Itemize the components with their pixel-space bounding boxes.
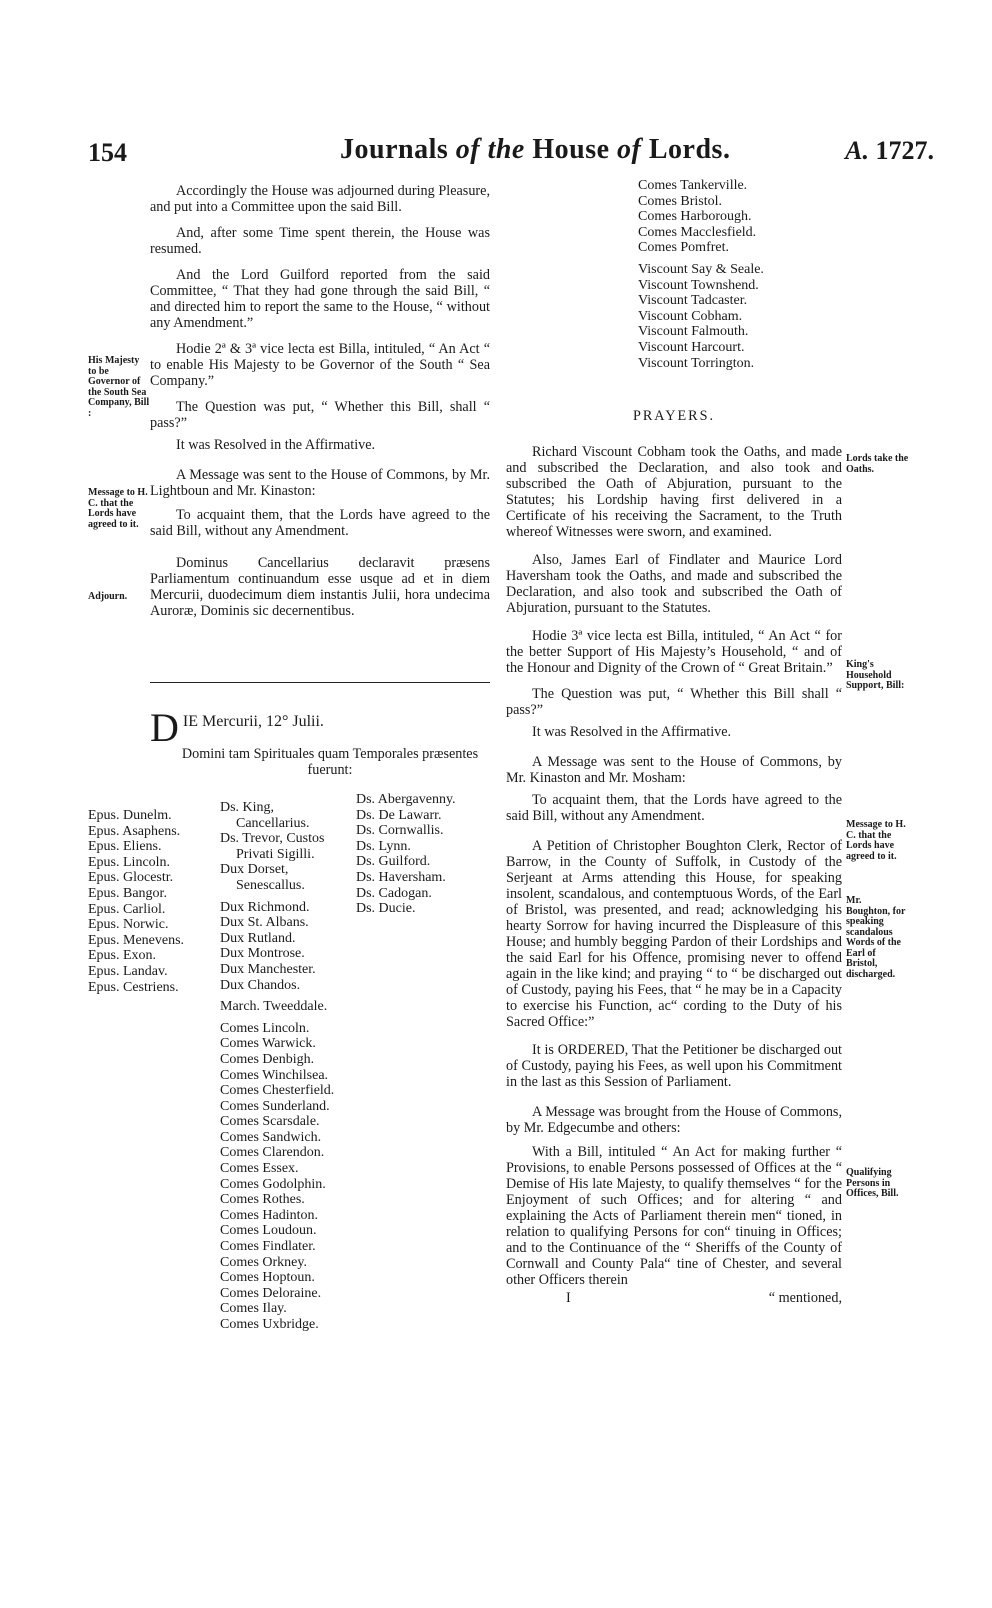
list-item: Ds. Trevor, Custos xyxy=(220,831,325,847)
margin-note: King's Household Support, Bill: xyxy=(846,659,905,691)
day-heading-block xyxy=(150,705,490,778)
list-item: Viscount Harcourt. xyxy=(638,339,745,355)
list-item: Comes Godolphin. xyxy=(220,1176,326,1192)
list-item: Cancellarius. xyxy=(236,815,310,831)
barons-list xyxy=(356,792,456,917)
day-heading: DIE Mercurii, 12° Julii. xyxy=(150,705,324,750)
paragraph: It was Resolved in the Affirmative. xyxy=(176,437,376,453)
list-item: Epus. Dunelm. xyxy=(88,808,172,823)
list-item: Comes Denbigh. xyxy=(220,1051,315,1067)
list-item: Comes Harborough. xyxy=(638,209,752,225)
list-item: Ds. Guilford. xyxy=(356,854,431,870)
paragraph: Accordingly the House was adjourned during Pleasure, and put into a Committee upon the said Bill. xyxy=(150,183,490,215)
list-item: Comes Sandwich. xyxy=(220,1129,322,1145)
list-item: Epus. Eliens. xyxy=(88,839,162,855)
list-item: Comes Scarsdale. xyxy=(220,1114,320,1130)
list-item: Comes Bristol. xyxy=(638,193,723,209)
divider xyxy=(150,682,490,683)
paragraph: Also, James Earl of Findlater and Maurice Lord Haversham took the Oaths, and made and subscribed the Declaration, and also took and subscribed the Oath of Abjuration, pursuant to the Statutes. xyxy=(506,552,842,616)
list-item: Epus. Norwic. xyxy=(88,917,169,933)
list-item: Comes Macclesfield. xyxy=(638,224,757,240)
list-item: Comes Pomfret. xyxy=(638,240,729,256)
paragraph: A Message was brought from the House of Commons, by Mr. Edgecumbe and others: xyxy=(506,1104,842,1136)
list-item: Ds. Ducie. xyxy=(356,901,416,917)
list-item: Privati Sigilli. xyxy=(236,846,315,862)
list-item: Viscount Townshend. xyxy=(638,277,759,293)
bishops-list xyxy=(88,808,184,995)
continued-lords-list xyxy=(638,178,764,371)
list-item: Comes Clarendon. xyxy=(220,1145,325,1161)
list-item: March. Tweeddale. xyxy=(220,999,328,1015)
paragraph: Dominus Cancellarius declaravit præsens Parliamentum continuandum esse usque ad et in diem Mercurii, duodecimum diem instantis Julii, hora undecima Auroræ, Dominis sic decernentibus. xyxy=(150,555,490,619)
list-item: Epus. Asaphens. xyxy=(88,823,181,839)
list-item: Ds. King, xyxy=(220,800,275,815)
paragraph: The Question was put, “ Whether this Bill shall “ pass?” xyxy=(506,686,842,718)
list-item: Viscount Cobham. xyxy=(638,308,743,324)
list-item: Comes Tankerville. xyxy=(638,178,748,193)
running-title: Journals of the House of Lords. xyxy=(340,134,731,165)
paragraph: And the Lord Guilford reported from the said Committee, “ That they had gone through the said Bill, “ and directed him to report the same to the House, “ without any Amendment.” xyxy=(150,267,490,331)
list-item: Dux Dorset, xyxy=(220,862,289,878)
list-item: Comes Sunderland. xyxy=(220,1098,330,1114)
paragraph: Hodie 2ª & 3ª vice lecta est Billa, intituled, “ An Act “ to enable His Majesty to be Governor of the South “ Sea Company.” xyxy=(150,341,490,389)
margin-note: Message to H. C. that the Lords have agreed to it. xyxy=(88,487,148,530)
list-item: Ds. Cornwallis. xyxy=(356,823,444,839)
list-item: Comes Winchilsea. xyxy=(220,1067,329,1083)
list-item: Ds. Cadogan. xyxy=(356,885,432,901)
list-item: Dux Richmond. xyxy=(220,899,310,915)
catchword: “ mentioned, xyxy=(768,1290,842,1306)
list-item: Comes Chesterfield. xyxy=(220,1083,335,1099)
paragraph: And, after some Time spent therein, the House was resumed. xyxy=(150,225,490,257)
list-item: Viscount Falmouth. xyxy=(638,324,749,340)
list-item: Dux Rutland. xyxy=(220,930,296,946)
margin-note: Adjourn. xyxy=(88,591,128,602)
list-item: Comes Ilay. xyxy=(220,1301,287,1317)
list-item: Epus. Exon. xyxy=(88,948,157,964)
left-column xyxy=(150,183,490,619)
list-item: Epus. Glocestr. xyxy=(88,870,174,886)
list-item: Comes Warwick. xyxy=(220,1036,316,1052)
list-item: Epus. Cestriens. xyxy=(88,979,179,995)
paragraph: It was Resolved in the Affirmative. xyxy=(532,724,732,740)
list-item: Senescallus. xyxy=(236,877,305,893)
list-item: Viscount Torrington. xyxy=(638,355,755,371)
list-item: Epus. Menevens. xyxy=(88,932,185,948)
paragraph: The Question was put, “ Whether this Bill, shall “ pass?” xyxy=(150,399,490,431)
list-item: Comes Essex. xyxy=(220,1161,299,1177)
list-item: Comes Orkney. xyxy=(220,1254,307,1270)
list-item: Comes Rothes. xyxy=(220,1192,305,1208)
section-heading: PRAYERS. xyxy=(632,408,716,424)
temporal-lords-list xyxy=(220,800,334,1333)
paragraph: It is ORDERED, That the Petitioner be discharged out of Custody, paying his Fees, as well upon his Commitment in the last as this Session of Parliament. xyxy=(506,1042,842,1090)
list-item: Comes Lincoln. xyxy=(220,1020,310,1036)
list-item: Dux Manchester. xyxy=(220,961,316,977)
list-item: Comes Uxbridge. xyxy=(220,1317,319,1332)
list-item: Dux Montrose. xyxy=(220,946,305,962)
catchline xyxy=(506,1288,842,1306)
list-item: Ds. Haversham. xyxy=(356,869,446,885)
list-item: Ds. De Lawarr. xyxy=(356,807,442,823)
paragraph: A Message was sent to the House of Commons, by Mr. Lightboun and Mr. Kinaston: xyxy=(150,467,490,499)
list-item: Ds. Abergavenny. xyxy=(356,792,456,807)
list-item: Comes Findlater. xyxy=(220,1239,316,1255)
paragraph: With a Bill, intituled “ An Act for making further “ Provisions, to enable Persons possessed of Offices at the “ Demise of His late Majesty, to qualify themselves “ for the Enjoyment of such Offices; and for altering “ and explaining the Acts of Parliament therein men“ tioned, in relation to qualifying Persons for con“ tinuing in Offices; and to the Continuance of the “ Sheriffs of the County of Cornwall and County Pala“ tine of Chester, and several other Officers therein xyxy=(506,1144,842,1288)
margin-note: Mr. Boughton, for speaking scandalous Words of the Earl of Bristol, discharged. xyxy=(846,895,906,980)
list-item: Epus. Landav. xyxy=(88,963,168,979)
paragraph: Richard Viscount Cobham took the Oaths, and made and subscribed the Declaration, and also took and subscribed the Oath of Abjuration, pursuant to the Statutes; his Lordship having first delivered in a Certificate of his receiving the Sacrament, to the Truth whereof Witnesses were sworn, and examined. xyxy=(506,444,842,540)
list-item: Dux Chandos. xyxy=(220,977,301,993)
paragraph: To acquaint them, that the Lords have agreed to the said Bill, without any Amendment. xyxy=(506,792,842,824)
margin-note: Message to H. C. that the Lords have agreed to it. xyxy=(846,819,906,862)
list-item: Comes Loudoun. xyxy=(220,1223,317,1239)
list-item: Dux St. Albans. xyxy=(220,915,309,931)
paragraph: To acquaint them, that the Lords have agreed to the said Bill, without any Amendment. xyxy=(150,507,490,539)
list-item: Ds. Lynn. xyxy=(356,838,411,854)
paragraph: Hodie 3ª vice lecta est Billa, intituled, “ An Act “ for the better Support of His Majesty’s Household, “ and of the Honour and Dignity of the Crown of “ Great Britain.” xyxy=(506,628,842,676)
present-heading: Domini tam Spirituales quam Temporales præsentes fuerunt: xyxy=(181,746,479,778)
signature-mark: I xyxy=(566,1290,571,1306)
list-item: Epus. Carliol. xyxy=(88,901,166,917)
list-item: Viscount Say & Seale. xyxy=(638,261,764,277)
paragraph: A Petition of Christopher Boughton Clerk, Rector of Barrow, in the County of Suffolk, in Custody of the Serjeant at Arms attending this House, for speaking insolent, scandalous, and contemptuous Words, of the Earl of Bristol, was presented, and read; acknowledging his hearty Sorrow for having incurred the Displeasure of this House; and humbly begging Pardon of their Lordships and the said Earl for his Offence, promising never to offend again in the like kind; and praying “ to “ be discharged out of Custody, paying his Fees, that “ he may be in a Capacity to exercise his Function, ac“ cording to the Duty of his Sacred Office:” xyxy=(506,838,842,1030)
margin-note: Lords take the Oaths. xyxy=(846,453,909,475)
list-item: Viscount Tadcaster. xyxy=(638,293,748,309)
page-number: 154 xyxy=(88,138,127,167)
paragraph: A Message was sent to the House of Commons, by Mr. Kinaston and Mr. Mosham: xyxy=(506,754,842,786)
page-header xyxy=(0,130,992,174)
list-item: Comes Hadinton. xyxy=(220,1207,318,1223)
list-item: Comes Hoptoun. xyxy=(220,1270,315,1286)
list-item: Epus. Lincoln. xyxy=(88,854,171,870)
right-column xyxy=(506,408,842,1306)
list-item: Comes Deloraine. xyxy=(220,1285,322,1301)
margin-note: Qualifying Persons in Offices, Bill. xyxy=(846,1167,899,1199)
year: A. 1727. xyxy=(845,136,934,165)
list-item: Epus. Bangor. xyxy=(88,885,167,901)
margin-note: His Majesty to be Governor of the South Sea Company, Bill : xyxy=(88,355,150,419)
